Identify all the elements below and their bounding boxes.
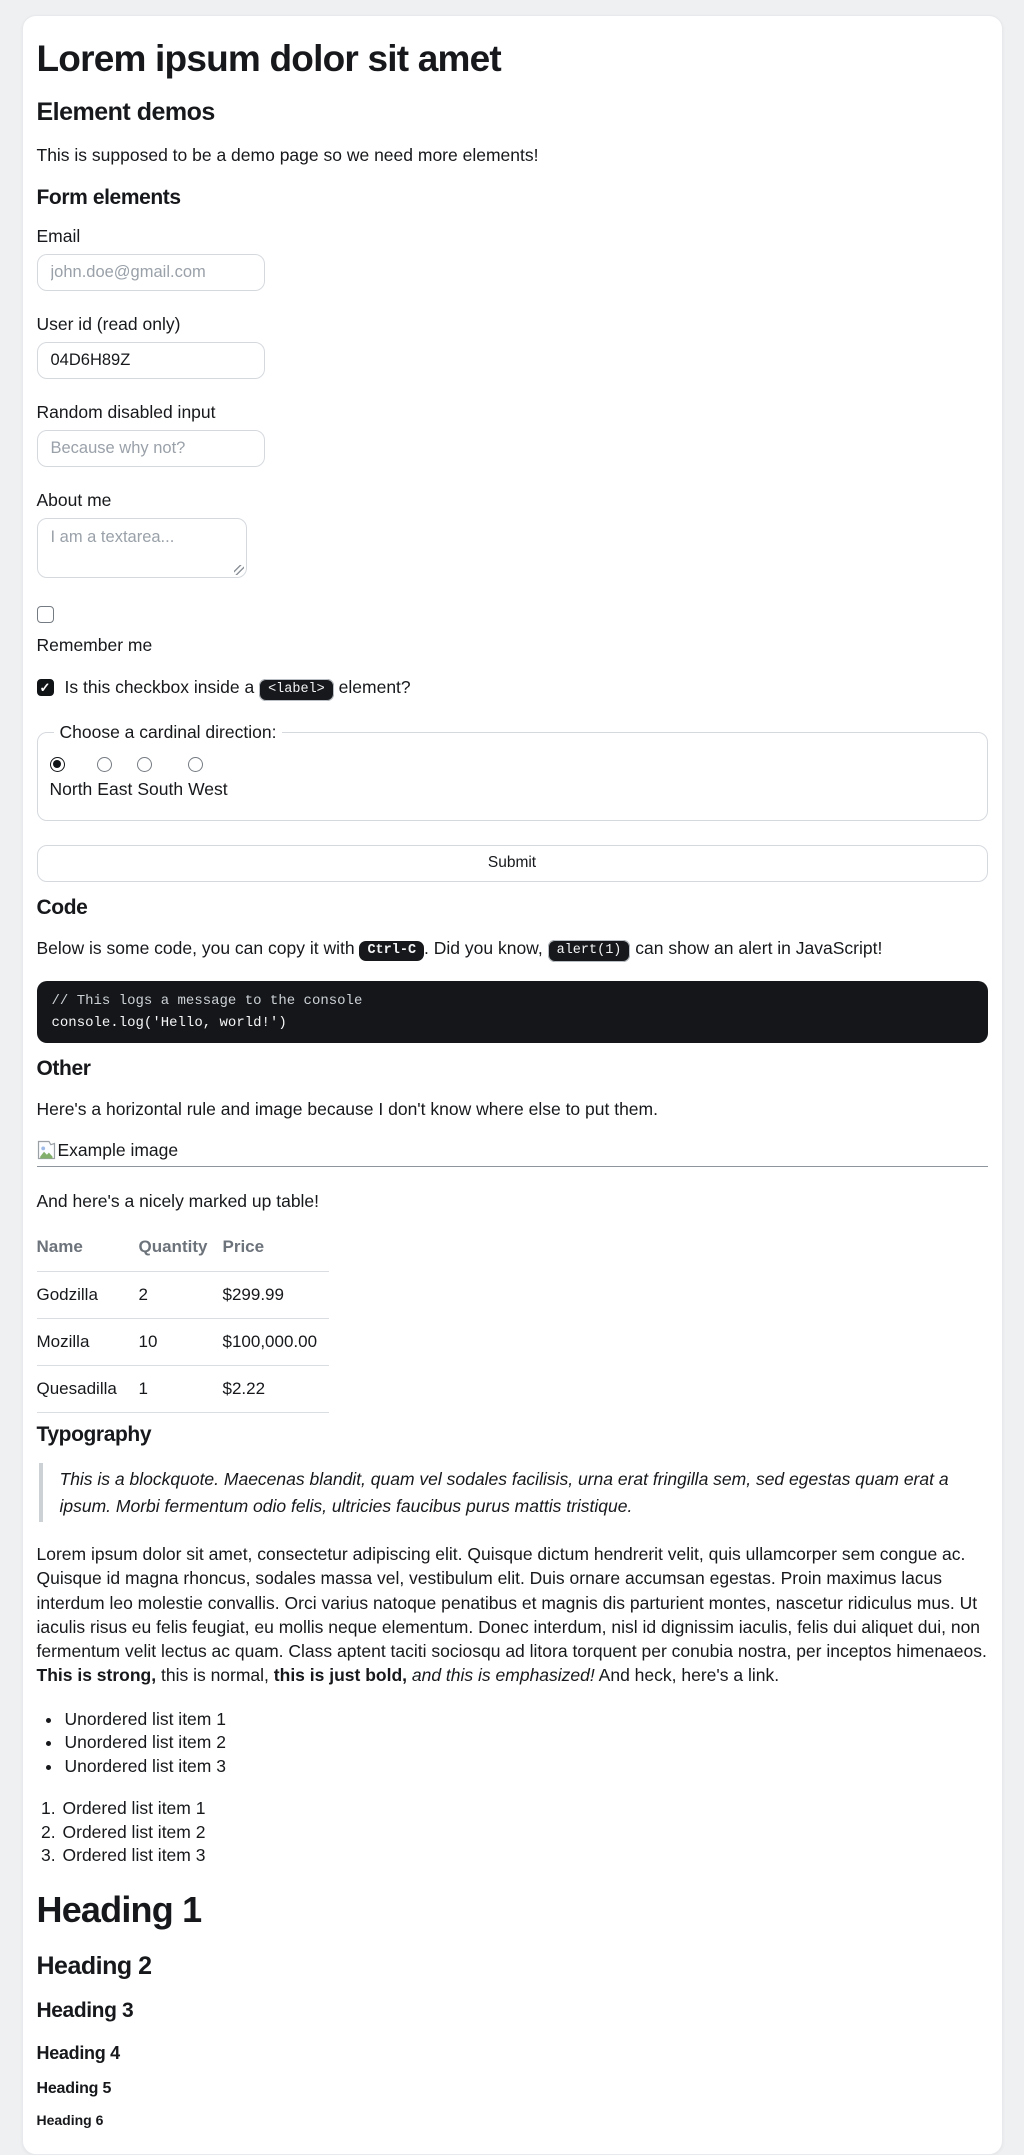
paragraph-mid1: this is normal, xyxy=(156,1665,274,1686)
list-item: • Unordered list item 1 xyxy=(63,1708,988,1732)
radio-south-label: South xyxy=(137,778,184,799)
remember-me-checkbox[interactable] xyxy=(37,606,54,623)
user-id-label: User id (read only) xyxy=(36,313,181,334)
code-intro-before: Below is some code, you can copy it with xyxy=(36,937,360,958)
textarea-resize-wrap xyxy=(37,518,247,578)
label-checkbox-text-before: Is this checkbox inside a xyxy=(64,676,255,697)
code-intro-text xyxy=(37,936,988,964)
about-me-field-group xyxy=(37,490,988,583)
table-row xyxy=(37,1319,329,1366)
table-cell-price: $2.22 xyxy=(223,1366,329,1413)
inline-link[interactable]: link xyxy=(747,1665,775,1686)
about-me-label: About me xyxy=(36,489,112,510)
cardinal-direction-fieldset xyxy=(37,722,988,821)
table-header-price: Price xyxy=(223,1231,329,1272)
strong-text: This is strong, xyxy=(36,1665,157,1686)
table-header-row xyxy=(37,1231,329,1272)
demo-heading-6: Heading 6 xyxy=(36,2111,104,2128)
list-item: 1. Ordered list item 1 xyxy=(61,1797,988,1821)
disabled-input-label: Random disabled input xyxy=(36,401,216,422)
remember-me-group xyxy=(37,606,988,656)
radio-group xyxy=(50,757,975,800)
image-alt-text: Example image xyxy=(57,1140,179,1160)
broken-image-row xyxy=(37,1140,988,1162)
radio-north[interactable] xyxy=(50,757,65,772)
radio-west[interactable] xyxy=(188,757,203,772)
page-title: Lorem ipsum dolor sit amet xyxy=(36,38,501,79)
ordered-list xyxy=(37,1797,988,1868)
radio-option-north[interactable] xyxy=(50,757,93,800)
code-console-line: console.log('Hello, world!') xyxy=(51,1015,287,1031)
demo-heading-3: Heading 3 xyxy=(36,1998,134,2022)
emphasized-text: and this is emphasized! xyxy=(411,1665,595,1686)
demo-table xyxy=(37,1231,329,1413)
code-block xyxy=(37,981,988,1043)
radio-option-south[interactable] xyxy=(137,757,183,800)
section-heading-other: Other xyxy=(36,1057,91,1080)
blockquote: This is a blockquote. Maecenas blandit, quam vel sodales facilisis, urna erat fringilla sem, sed egestas quam erat a ipsum. Morbi fermentum odio felis, ultricies faucibus purus mattis tristique. xyxy=(39,1463,988,1522)
example-image-block xyxy=(37,1140,988,1162)
table-header-name: Name xyxy=(37,1231,139,1272)
section-heading-code: Code xyxy=(36,895,88,919)
table-cell-quantity: 10 xyxy=(139,1319,223,1366)
code-intro-between: . Did you know, xyxy=(424,937,548,958)
horizontal-rule xyxy=(37,1166,988,1167)
paragraph-mid3: And heck, here's a xyxy=(594,1665,748,1686)
label-checkbox-row[interactable] xyxy=(37,677,988,698)
table-cell-quantity: 2 xyxy=(139,1272,223,1319)
content-card xyxy=(22,15,1003,2155)
table-cell-quantity: 1 xyxy=(139,1366,223,1413)
table-header-quantity: Quantity xyxy=(139,1231,223,1272)
table-cell-price: $100,000.00 xyxy=(223,1319,329,1366)
demo-heading-2: Heading 2 xyxy=(36,1951,152,1980)
radio-south[interactable] xyxy=(137,757,152,772)
radio-east[interactable] xyxy=(97,757,112,772)
list-item: 2. Ordered list item 2 xyxy=(61,1821,988,1845)
lorem-paragraph xyxy=(37,1542,988,1688)
hr-image-intro-text: Here's a horizontal rule and image because I don't know where else to put them. xyxy=(36,1099,658,1119)
remember-me-label: Remember me xyxy=(36,634,153,655)
code-intro-after: can show an alert in JavaScript! xyxy=(630,937,883,958)
intro-text: This is supposed to be a demo page so we need more elements! xyxy=(36,145,539,165)
user-id-input[interactable] xyxy=(37,342,265,379)
demo-heading-4: Heading 4 xyxy=(36,2042,120,2063)
list-item: 3. Ordered list item 3 xyxy=(61,1844,988,1868)
bold-text: this is just bold, xyxy=(273,1665,407,1686)
broken-image-icon xyxy=(37,1140,56,1161)
demo-heading-5: Heading 5 xyxy=(36,2079,112,2097)
disabled-field-group xyxy=(37,402,988,467)
section-heading-typography: Typography xyxy=(36,1423,152,1446)
ctrl-c-kbd: Ctrl-C xyxy=(359,941,424,961)
about-me-textarea[interactable] xyxy=(37,518,247,578)
table-intro-text: And here's a nicely marked up table! xyxy=(36,1190,320,1211)
email-input[interactable] xyxy=(37,254,265,291)
label-checkbox[interactable] xyxy=(37,679,54,696)
table-cell-name: Godzilla xyxy=(37,1272,139,1319)
paragraph-main-text: Lorem ipsum dolor sit amet, consectetur adipiscing elit. Quisque dictum hendrerit velit, quis ullamcorper sem congue ac. Quisque id magna rhoncus, sodales massa vel, vestibulum elit. Duis ornare accumsan egestas. Proin maximus lacus interdum leo molestie convallis. Orci varius natoque penatibus et magnis dis parturient montes, nascetur ridiculus mus. Ut iaculis risus eu felis feugiat, eu mollis neque elementum. Donec interdum, nisl id dignissim iaculis, felis dui aliquet dui, non fermentum velit lectus ac quam. Class aptent taciti sociosqu ad litora torquent per conubia nostra, per inceptos himenaeos. xyxy=(36,1544,987,1662)
table-cell-name: Mozilla xyxy=(37,1319,139,1366)
cardinal-direction-legend: Choose a cardinal direction: xyxy=(59,721,277,742)
email-label: Email xyxy=(36,225,81,246)
label-tag-code: <label> xyxy=(259,679,334,701)
alert-inline-code: alert(1) xyxy=(548,940,631,962)
section-heading-element-demos: Element demos xyxy=(36,98,215,126)
submit-button[interactable]: Submit xyxy=(37,845,988,882)
table-row xyxy=(37,1366,329,1413)
label-checkbox-text-after: element? xyxy=(338,676,411,697)
table-cell-price: $299.99 xyxy=(223,1272,329,1319)
radio-east-label: East xyxy=(97,778,133,799)
radio-option-west[interactable] xyxy=(188,757,228,800)
radio-north-label: North xyxy=(49,778,93,799)
table-cell-name: Quesadilla xyxy=(37,1366,139,1413)
radio-option-east[interactable] xyxy=(97,757,132,800)
code-comment-line: // This logs a message to the console xyxy=(51,993,363,1009)
list-item: • Unordered list item 2 xyxy=(63,1731,988,1755)
unordered-list xyxy=(37,1708,988,1779)
disabled-input xyxy=(37,430,265,467)
demo-heading-1: Heading 1 xyxy=(36,1888,202,1930)
radio-west-label: West xyxy=(188,778,228,799)
list-item: • Unordered list item 3 xyxy=(63,1755,988,1779)
label-checkbox-text xyxy=(65,677,411,698)
email-field-group xyxy=(37,226,988,291)
user-id-field-group xyxy=(37,314,988,379)
table-row xyxy=(37,1272,329,1319)
section-heading-form-elements: Form elements xyxy=(36,185,181,209)
paragraph-end: . xyxy=(774,1665,780,1686)
